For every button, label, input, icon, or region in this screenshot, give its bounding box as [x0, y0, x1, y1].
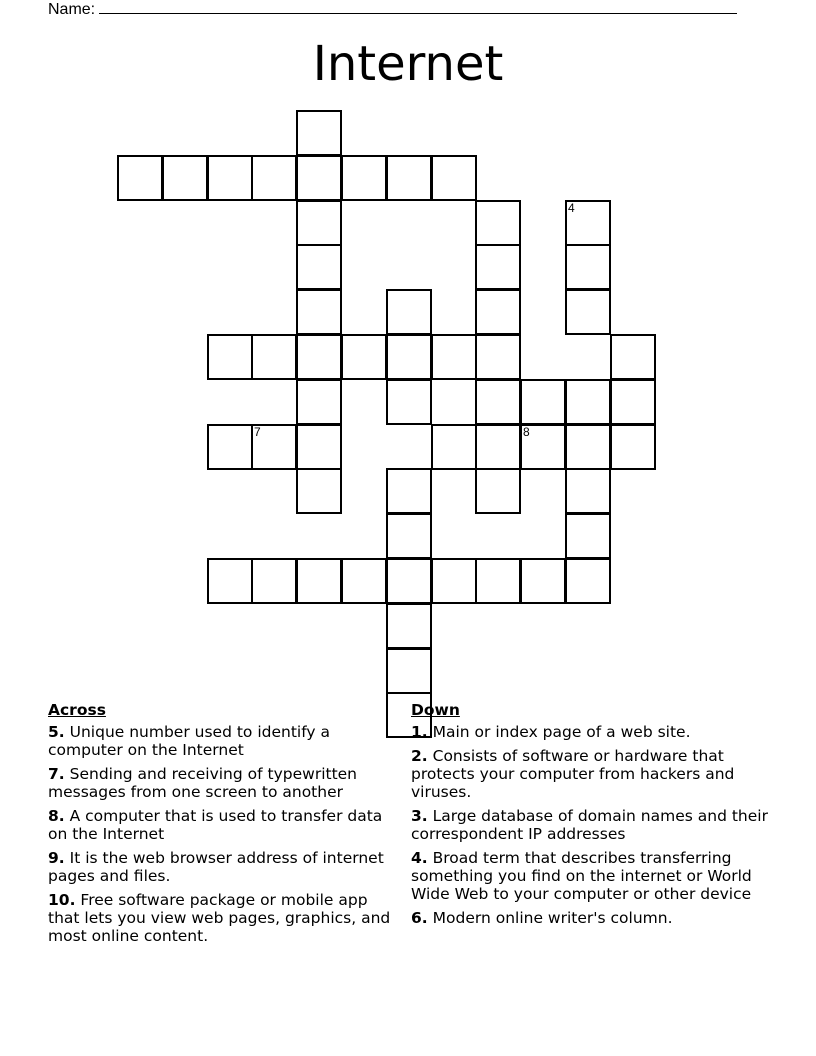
grid-cell[interactable]	[475, 334, 521, 380]
grid-cell[interactable]	[296, 200, 342, 246]
clue-text: Broad term that describes transferring something you find on the internet or World Wide Web to your computer or other device	[411, 849, 752, 903]
grid-cell[interactable]	[341, 334, 387, 380]
grid-cell[interactable]	[251, 424, 297, 470]
grid-cell[interactable]	[475, 379, 521, 425]
clue-text: Modern online writer's column.	[432, 909, 673, 927]
grid-cell[interactable]	[475, 424, 521, 470]
grid-cell[interactable]	[565, 200, 611, 246]
grid-cell[interactable]	[386, 155, 432, 201]
grid-cell[interactable]	[207, 424, 253, 470]
grid-cell[interactable]	[251, 558, 297, 604]
clue-text: Sending and receiving of typewritten messages from one screen to another	[48, 765, 358, 801]
clue-number: 2.	[411, 747, 428, 765]
name-label: Name:	[48, 1, 96, 18]
grid-cell[interactable]	[565, 468, 611, 514]
cell-number: 4	[568, 201, 575, 215]
grid-cell[interactable]	[565, 289, 611, 335]
grid-cell[interactable]	[475, 200, 521, 246]
grid-cell[interactable]	[386, 468, 432, 514]
clue-text: A computer that is used to transfer data on the Internet	[48, 807, 383, 843]
grid-cell[interactable]	[431, 558, 477, 604]
across-clues	[48, 701, 398, 951]
grid-cell[interactable]	[520, 558, 566, 604]
clue-across-10	[48, 891, 398, 945]
grid-cell[interactable]	[475, 468, 521, 514]
clue-text: It is the web browser address of internet pages and files.	[48, 849, 384, 885]
grid-cell[interactable]	[386, 558, 432, 604]
grid-cell[interactable]	[386, 334, 432, 380]
down-heading: Down	[411, 701, 460, 719]
grid-cell[interactable]	[296, 379, 342, 425]
grid-cell[interactable]	[610, 424, 656, 470]
clue-text: Main or index page of a web site.	[432, 723, 691, 741]
grid-cell[interactable]	[520, 379, 566, 425]
grid-cell[interactable]	[386, 289, 432, 335]
clue-across-7	[48, 765, 398, 801]
down-clues	[411, 701, 771, 933]
clue-number: 6.	[411, 909, 428, 927]
grid-cell[interactable]	[207, 558, 253, 604]
grid-cell[interactable]	[565, 379, 611, 425]
grid-cell[interactable]	[520, 424, 566, 470]
across-heading: Across	[48, 701, 106, 719]
clue-number: 4.	[411, 849, 428, 867]
clue-number: 8.	[48, 807, 65, 825]
grid-cell[interactable]	[296, 334, 342, 380]
grid-cell[interactable]	[475, 244, 521, 290]
grid-cell[interactable]	[565, 424, 611, 470]
grid-cell[interactable]	[475, 558, 521, 604]
grid-cell[interactable]	[162, 155, 208, 201]
grid-cell[interactable]	[207, 334, 253, 380]
grid-cell[interactable]	[386, 513, 432, 559]
clue-number: 3.	[411, 807, 428, 825]
clue-down-6	[411, 909, 771, 927]
puzzle-title: Internet	[312, 36, 504, 92]
grid-cell[interactable]	[296, 558, 342, 604]
grid-cell[interactable]	[251, 155, 297, 201]
clue-number: 5.	[48, 723, 65, 741]
grid-cell[interactable]	[565, 244, 611, 290]
grid-cell[interactable]	[475, 289, 521, 335]
clue-down-3	[411, 807, 771, 843]
grid-cell[interactable]	[610, 379, 656, 425]
grid-cell[interactable]	[296, 155, 342, 201]
grid-cell[interactable]	[341, 558, 387, 604]
grid-cell[interactable]	[296, 289, 342, 335]
clue-down-2	[411, 747, 771, 801]
grid-cell[interactable]	[207, 155, 253, 201]
clue-text: Unique number used to identify a computer on the Internet	[48, 723, 331, 759]
clue-across-5	[48, 723, 398, 759]
grid-cell[interactable]	[296, 244, 342, 290]
grid-cell[interactable]	[431, 334, 477, 380]
grid-cell[interactable]	[296, 110, 342, 156]
grid-cell[interactable]	[565, 558, 611, 604]
clue-down-4	[411, 849, 771, 903]
grid-cell[interactable]	[117, 155, 163, 201]
grid-cell[interactable]	[431, 155, 477, 201]
grid-cell[interactable]	[610, 334, 656, 380]
grid-cell[interactable]	[431, 424, 477, 470]
clue-number: 10.	[48, 891, 76, 909]
clue-text: Large database of domain names and their correspondent IP addresses	[411, 807, 768, 843]
grid-cell[interactable]	[386, 648, 432, 694]
cell-number: 7	[254, 425, 261, 439]
clue-across-8	[48, 807, 398, 843]
clue-text: Free software package or mobile app that lets you view web pages, graphics, and most online content.	[48, 891, 391, 945]
grid-cell[interactable]	[386, 379, 432, 425]
grid-cell[interactable]	[341, 155, 387, 201]
grid-cell[interactable]	[565, 513, 611, 559]
grid-cell[interactable]	[296, 424, 342, 470]
clue-text: Consists of software or hardware that protects your computer from hackers and viruses.	[411, 747, 735, 801]
clue-number: 7.	[48, 765, 65, 783]
clue-number: 1.	[411, 723, 428, 741]
cell-number: 8	[523, 425, 530, 439]
grid-cell[interactable]	[251, 334, 297, 380]
grid-cell[interactable]	[386, 603, 432, 649]
grid-cell[interactable]	[296, 468, 342, 514]
clue-down-1	[411, 723, 771, 741]
clue-across-9	[48, 849, 398, 885]
clue-number: 9.	[48, 849, 65, 867]
